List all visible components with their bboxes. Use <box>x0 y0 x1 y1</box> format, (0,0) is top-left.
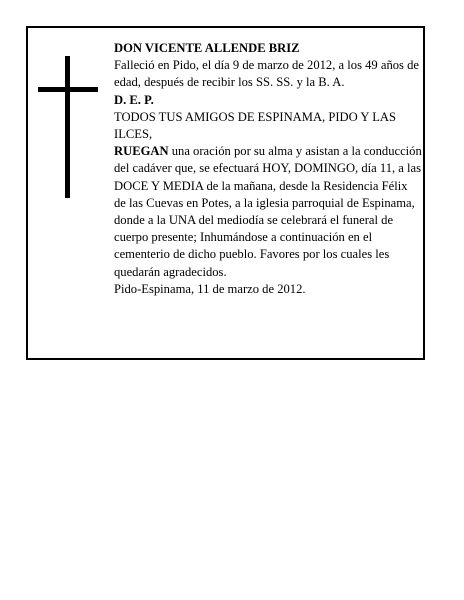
rest-in-peace: D. E. P. <box>114 92 154 107</box>
place-and-date: Pido-Espinama, 11 de marzo de 2012. <box>114 281 306 296</box>
request-paragraph <box>114 143 422 281</box>
deceased-name: DON VICENTE ALLENDE BRIZ <box>114 41 300 55</box>
obituary-text <box>114 40 422 298</box>
latin-cross-icon <box>38 56 98 198</box>
mourners-line: TODOS TUS AMIGOS DE ESPINAMA, PIDO Y LAS ILCES, <box>114 109 396 142</box>
cross-horizontal-bar <box>38 87 98 92</box>
obituary-notice-frame <box>26 26 425 360</box>
request-keyword: RUEGAN <box>114 144 169 159</box>
request-text: una oración por su alma y asistan a la conducción del cadáver que, se efectuará HOY, DOMINGO, día 11, a las DOCE Y MEDIA de la mañana, desde la Residencia Félix de las Cuevas en Potes, a la iglesia parroquial de Espinama, donde a la UNA del mediodía se celebrará el funeral de cuerpo presente; Inhumándose a continuación en el cementerio de dicho pueblo. Favores por los cuales les quedarán agradecidos. <box>114 144 422 279</box>
cross-vertical-bar <box>65 56 70 198</box>
death-announcement: Falleció en Pido, el día 9 de marzo de 2012, a los 49 años de edad, después de recibir los SS. SS. y la B. A. <box>114 58 419 90</box>
